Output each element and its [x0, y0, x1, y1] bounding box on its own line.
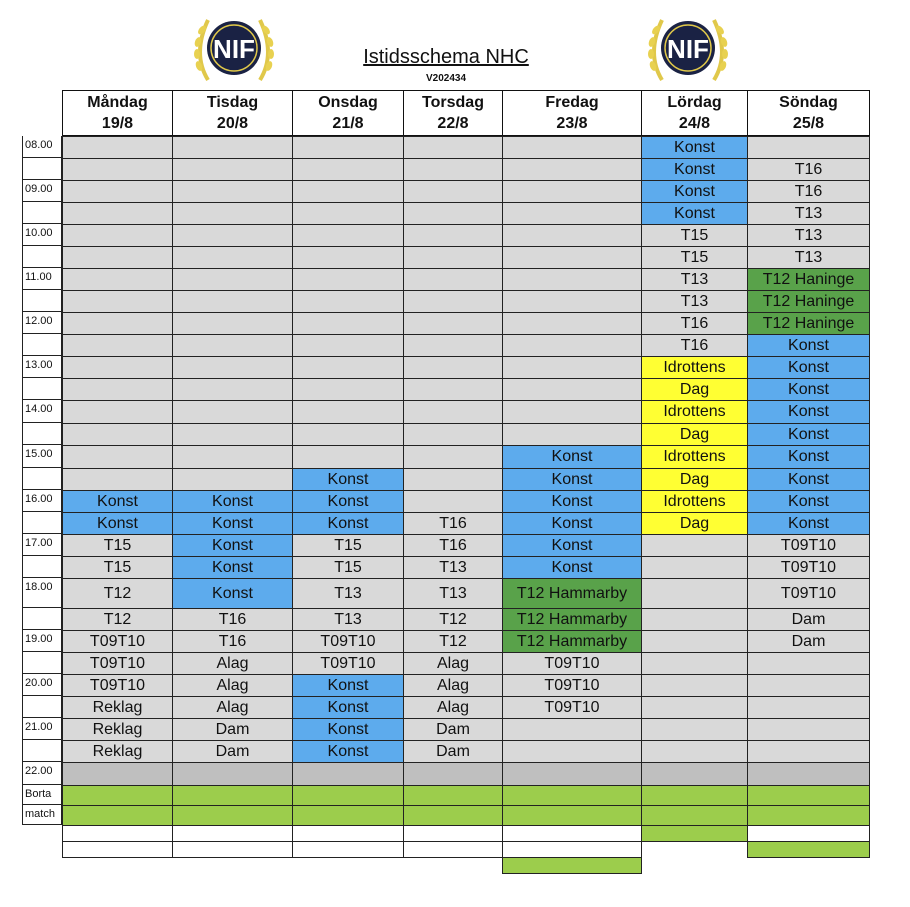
schedule-cell: Konst: [747, 512, 870, 535]
time-label: 20.00: [22, 674, 62, 696]
schedule-cell: T16: [403, 534, 503, 557]
schedule-cell: [172, 785, 293, 806]
time-label: [22, 512, 62, 534]
schedule-cell: [62, 312, 173, 335]
day-header-3: [403, 90, 503, 136]
schedule-cell: [502, 202, 642, 225]
time-label: 14.00: [22, 400, 62, 423]
day-date: 22/8: [437, 115, 469, 132]
schedule-cell: [641, 630, 748, 653]
time-label: 16.00: [22, 490, 62, 512]
schedule-cell: T12 Hammarby: [502, 608, 642, 631]
day-date: 23/8: [556, 115, 588, 132]
schedule-cell: [62, 785, 173, 806]
schedule-cell: [502, 290, 642, 313]
version-label: V202434: [425, 73, 467, 84]
schedule-cell: T15: [62, 556, 173, 579]
schedule-cell: [403, 290, 503, 313]
schedule-cell: [292, 290, 404, 313]
schedule-cell: T12: [62, 578, 173, 609]
schedule-cell: [747, 696, 870, 719]
schedule-cell: Dag: [641, 423, 748, 446]
time-label: 09.00: [22, 180, 62, 202]
schedule-cell: [292, 224, 404, 247]
schedule-cell: [292, 202, 404, 225]
schedule-cell: [641, 696, 748, 719]
schedule-cell: [403, 312, 503, 335]
nif-logo-left: [186, 10, 282, 90]
schedule-cell: Reklag: [62, 718, 173, 741]
schedule-cell: [292, 334, 404, 357]
schedule-cell: T16: [172, 608, 293, 631]
schedule-cell: [62, 290, 173, 313]
day-header-5: [641, 90, 748, 136]
schedule-cell: T13: [641, 290, 748, 313]
schedule-cell: [62, 268, 173, 291]
schedule-cell: Dam: [172, 718, 293, 741]
schedule-cell: T09T10: [62, 652, 173, 675]
schedule-cell: Konst: [747, 423, 870, 446]
schedule-cell: Idrottens: [641, 356, 748, 379]
time-label: 21.00: [22, 718, 62, 740]
schedule-cell: [62, 400, 173, 424]
logo-text-right: NIF: [667, 34, 709, 64]
schedule-cell: T12 Hammarby: [502, 630, 642, 653]
schedule-cell: [502, 423, 642, 446]
schedule-cell: Reklag: [62, 696, 173, 719]
schedule-cell: [502, 246, 642, 269]
schedule-cell: T16: [747, 158, 870, 181]
schedule-cell: Dag: [641, 512, 748, 535]
schedule-cell: Konst: [641, 202, 748, 225]
schedule-cell: T13: [641, 268, 748, 291]
day-name: Onsdag: [318, 94, 378, 111]
day-name: Fredag: [545, 94, 599, 111]
schedule-cell: [641, 534, 748, 557]
schedule-cell: [502, 857, 642, 874]
day-date: 24/8: [678, 115, 711, 132]
schedule-cell: T09T10: [292, 630, 404, 653]
schedule-cell: Konst: [747, 356, 870, 379]
time-label: 11.00: [22, 268, 62, 290]
schedule-cell: T09T10: [747, 556, 870, 579]
schedule-cell: Konst: [747, 468, 870, 491]
schedule-cell: Konst: [292, 718, 404, 741]
schedule-cell: [62, 246, 173, 269]
schedule-cell: T15: [62, 534, 173, 557]
schedule-cell: [403, 785, 503, 806]
schedule-cell: [502, 268, 642, 291]
schedule-cell: [403, 400, 503, 424]
day-date: 20/8: [216, 115, 249, 132]
schedule-cell: Konst: [747, 400, 870, 424]
schedule-cell: [747, 718, 870, 741]
schedule-cell: [172, 136, 293, 159]
schedule-cell: [62, 805, 173, 826]
schedule-cell: [403, 224, 503, 247]
schedule-cell: Dam: [172, 740, 293, 763]
schedule-cell: Konst: [502, 490, 642, 513]
time-label: 15.00: [22, 445, 62, 468]
time-label: [22, 334, 62, 356]
time-label: 10.00: [22, 224, 62, 246]
schedule-cell: Konst: [292, 674, 404, 697]
schedule-cell: Konst: [172, 556, 293, 579]
schedule-cell: Dag: [641, 378, 748, 401]
day-header-4: [502, 90, 642, 136]
time-label: match: [22, 805, 62, 825]
time-label: 22.00: [22, 762, 62, 785]
schedule-cell: [292, 400, 404, 424]
schedule-cell: T16: [172, 630, 293, 653]
schedule-cell: [403, 423, 503, 446]
schedule-cell: [641, 674, 748, 697]
time-label: [22, 378, 62, 400]
schedule-cell: Konst: [292, 468, 404, 491]
schedule-cell: T15: [292, 534, 404, 557]
schedule-cell: [641, 608, 748, 631]
schedule-cell: Dam: [403, 718, 503, 741]
schedule-cell: Konst: [502, 445, 642, 469]
schedule-cell: [292, 180, 404, 203]
schedule-cell: Konst: [292, 696, 404, 719]
schedule-cell: [292, 762, 404, 786]
day-header-2: [292, 90, 404, 136]
schedule-cell: [62, 334, 173, 357]
schedule-cell: Alag: [172, 652, 293, 675]
schedule-cell: [502, 400, 642, 424]
time-label: [22, 556, 62, 578]
schedule-cell: [403, 805, 503, 826]
day-header-6: [747, 90, 870, 136]
time-label: 19.00: [22, 630, 62, 652]
schedule-cell: [172, 762, 293, 786]
schedule-cell: T09T10: [747, 578, 870, 609]
schedule-cell: [62, 202, 173, 225]
day-date: 19/8: [101, 115, 134, 132]
schedule-cell: [172, 312, 293, 335]
schedule-cell: [641, 785, 748, 806]
time-label: [22, 246, 62, 268]
schedule-cell: [641, 718, 748, 741]
schedule-cell: T12 Haninge: [747, 268, 870, 291]
schedule-cell: [502, 180, 642, 203]
schedule-cell: [172, 290, 293, 313]
schedule-cell: Konst: [641, 180, 748, 203]
time-label: [22, 740, 62, 762]
time-label: [22, 202, 62, 224]
schedule-cell: T16: [641, 312, 748, 335]
schedule-cell: [62, 356, 173, 379]
schedule-cell: Dag: [641, 468, 748, 491]
time-label: 17.00: [22, 534, 62, 556]
schedule-cell: [403, 762, 503, 786]
time-label: [22, 652, 62, 674]
schedule-cell: [502, 334, 642, 357]
schedule-cell: T12 Haninge: [747, 312, 870, 335]
schedule-cell: [62, 136, 173, 159]
schedule-cell: T09T10: [502, 674, 642, 697]
day-date: 21/8: [332, 115, 364, 132]
schedule-cell: Konst: [172, 490, 293, 513]
schedule-cell: T13: [747, 246, 870, 269]
schedule-cell: T13: [403, 578, 503, 609]
schedule-cell: Konst: [502, 534, 642, 557]
schedule-cell: Dam: [403, 740, 503, 763]
schedule-cell: [502, 785, 642, 806]
schedule-cell: [403, 490, 503, 513]
time-label: 08.00: [22, 136, 62, 158]
schedule-cell: Konst: [502, 556, 642, 579]
day-header-1: [172, 90, 293, 136]
schedule-cell: [641, 805, 748, 826]
schedule-cell: Reklag: [62, 740, 173, 763]
schedule-cell: [502, 825, 642, 842]
schedule-cell: [292, 785, 404, 806]
schedule-cell: [403, 356, 503, 379]
schedule-cell: [747, 841, 870, 858]
time-label: [22, 423, 62, 445]
schedule-cell: T13: [747, 202, 870, 225]
schedule-cell: T13: [292, 578, 404, 609]
schedule-cell: T09T10: [62, 630, 173, 653]
schedule-cell: T13: [747, 224, 870, 247]
day-name: Söndag: [779, 94, 838, 111]
schedule-cell: [747, 825, 870, 842]
day-name: Torsdag: [422, 94, 484, 111]
schedule-cell: Alag: [403, 696, 503, 719]
schedule-cell: [172, 356, 293, 379]
schedule-cell: [172, 268, 293, 291]
schedule-cell: Konst: [292, 512, 404, 535]
schedule-cell: [172, 158, 293, 181]
schedule-cell: [292, 805, 404, 826]
schedule-cell: [292, 825, 404, 842]
schedule-cell: [747, 674, 870, 697]
schedule-cell: Alag: [172, 674, 293, 697]
schedule-cell: [172, 180, 293, 203]
schedule-cell: T09T10: [502, 652, 642, 675]
schedule-cell: [172, 445, 293, 469]
schedule-cell: Alag: [403, 652, 503, 675]
schedule-cell: [747, 805, 870, 826]
schedule-cell: [292, 158, 404, 181]
time-label: [22, 158, 62, 180]
nif-logo-right: [640, 10, 736, 90]
schedule-cell: Konst: [62, 490, 173, 513]
schedule-cell: [172, 378, 293, 401]
time-label: [22, 696, 62, 718]
schedule-cell: [292, 246, 404, 269]
schedule-cell: [172, 246, 293, 269]
schedule-cell: [172, 224, 293, 247]
schedule-cell: [502, 136, 642, 159]
schedule-cell: [172, 841, 293, 858]
schedule-cell: Konst: [292, 490, 404, 513]
schedule-cell: [502, 158, 642, 181]
schedule-cell: T13: [403, 556, 503, 579]
schedule-cell: T15: [641, 246, 748, 269]
schedule-cell: [747, 785, 870, 806]
schedule-cell: T12: [403, 608, 503, 631]
time-label: [22, 468, 62, 490]
schedule-cell: [502, 805, 642, 826]
schedule-cell: T12: [62, 608, 173, 631]
schedule-cell: [747, 740, 870, 763]
schedule-cell: [502, 312, 642, 335]
schedule-cell: [747, 762, 870, 786]
schedule-cell: [641, 825, 748, 842]
schedule-cell: [403, 202, 503, 225]
schedule-cell: [641, 556, 748, 579]
schedule-cell: [403, 468, 503, 491]
day-header-0: [62, 90, 173, 136]
schedule-cell: Konst: [502, 512, 642, 535]
schedule-cell: [172, 805, 293, 826]
schedule-cell: [403, 841, 503, 858]
schedule-cell: [172, 202, 293, 225]
schedule-cell: [403, 378, 503, 401]
schedule-cell: Idrottens: [641, 400, 748, 424]
schedule-cell: [292, 378, 404, 401]
time-label: 18.00: [22, 578, 62, 608]
schedule-cell: [172, 825, 293, 842]
day-name: Tisdag: [206, 94, 259, 111]
schedule-cell: [502, 740, 642, 763]
schedule-cell: T12: [403, 630, 503, 653]
schedule-cell: [403, 334, 503, 357]
schedule-cell: [62, 158, 173, 181]
schedule-cell: [172, 334, 293, 357]
page-title: Istidsschema NHC: [363, 46, 529, 68]
schedule-cell: [62, 762, 173, 786]
schedule-cell: [403, 136, 503, 159]
schedule-cell: [292, 268, 404, 291]
schedule-cell: [502, 356, 642, 379]
time-label: [22, 290, 62, 312]
schedule-cell: [292, 423, 404, 446]
schedule-cell: [172, 423, 293, 446]
schedule-cell: T12 Haninge: [747, 290, 870, 313]
schedule-cell: Konst: [747, 378, 870, 401]
logo-text-left: NIF: [213, 34, 255, 64]
day-name: Lördag: [667, 94, 722, 111]
schedule-cell: Konst: [747, 334, 870, 357]
schedule-cell: [502, 762, 642, 786]
schedule-cell: [292, 445, 404, 469]
schedule-cell: Konst: [62, 512, 173, 535]
time-label: [22, 608, 62, 630]
schedule-cell: [641, 762, 748, 786]
schedule-cell: T13: [292, 608, 404, 631]
schedule-cell: Konst: [747, 490, 870, 513]
schedule-cell: Konst: [641, 158, 748, 181]
schedule-cell: [747, 136, 870, 159]
schedule-cell: [62, 423, 173, 446]
schedule-cell: [403, 825, 503, 842]
schedule-cell: T09T10: [62, 674, 173, 697]
day-name: Måndag: [87, 94, 148, 111]
schedule-cell: [292, 136, 404, 159]
schedule-cell: [292, 841, 404, 858]
schedule-cell: [403, 268, 503, 291]
schedule-cell: Konst: [641, 136, 748, 159]
schedule-cell: [403, 246, 503, 269]
time-label: 12.00: [22, 312, 62, 334]
schedule-cell: [62, 841, 173, 858]
schedule-cell: Idrottens: [641, 490, 748, 513]
schedule-cell: Konst: [747, 445, 870, 469]
time-label: 13.00: [22, 356, 62, 378]
schedule-cell: T15: [292, 556, 404, 579]
schedule-cell: Konst: [172, 512, 293, 535]
schedule-cell: T12 Hammarby: [502, 578, 642, 609]
schedule-cell: Idrottens: [641, 445, 748, 469]
schedule-cell: [502, 718, 642, 741]
day-date: 25/8: [792, 115, 825, 132]
schedule-cell: T09T10: [747, 534, 870, 557]
schedule-cell: [502, 841, 642, 858]
schedule-cell: [172, 468, 293, 491]
schedule-cell: T16: [641, 334, 748, 357]
schedule-cell: [747, 652, 870, 675]
schedule-cell: [502, 378, 642, 401]
schedule-cell: [641, 578, 748, 609]
schedule-cell: [172, 400, 293, 424]
schedule-cell: [62, 445, 173, 469]
schedule-cell: T16: [747, 180, 870, 203]
schedule-cell: Dam: [747, 608, 870, 631]
time-label: Borta: [22, 785, 62, 805]
schedule-cell: Alag: [403, 674, 503, 697]
schedule-cell: [403, 445, 503, 469]
schedule-cell: [292, 356, 404, 379]
schedule-cell: Dam: [747, 630, 870, 653]
schedule-cell: [62, 468, 173, 491]
schedule-cell: [62, 378, 173, 401]
schedule-cell: [62, 825, 173, 842]
schedule-cell: T15: [641, 224, 748, 247]
schedule-cell: [62, 224, 173, 247]
schedule-cell: Konst: [172, 578, 293, 609]
schedule-cell: T09T10: [292, 652, 404, 675]
schedule-cell: T16: [403, 512, 503, 535]
schedule-cell: Alag: [172, 696, 293, 719]
schedule-cell: [403, 180, 503, 203]
schedule-cell: [641, 652, 748, 675]
schedule-cell: [502, 224, 642, 247]
schedule-cell: Konst: [172, 534, 293, 557]
schedule-cell: [641, 740, 748, 763]
schedule-cell: T09T10: [502, 696, 642, 719]
schedule-cell: [292, 312, 404, 335]
schedule-cell: [403, 158, 503, 181]
schedule-cell: Konst: [292, 740, 404, 763]
schedule-cell: Konst: [502, 468, 642, 491]
schedule-cell: [62, 180, 173, 203]
